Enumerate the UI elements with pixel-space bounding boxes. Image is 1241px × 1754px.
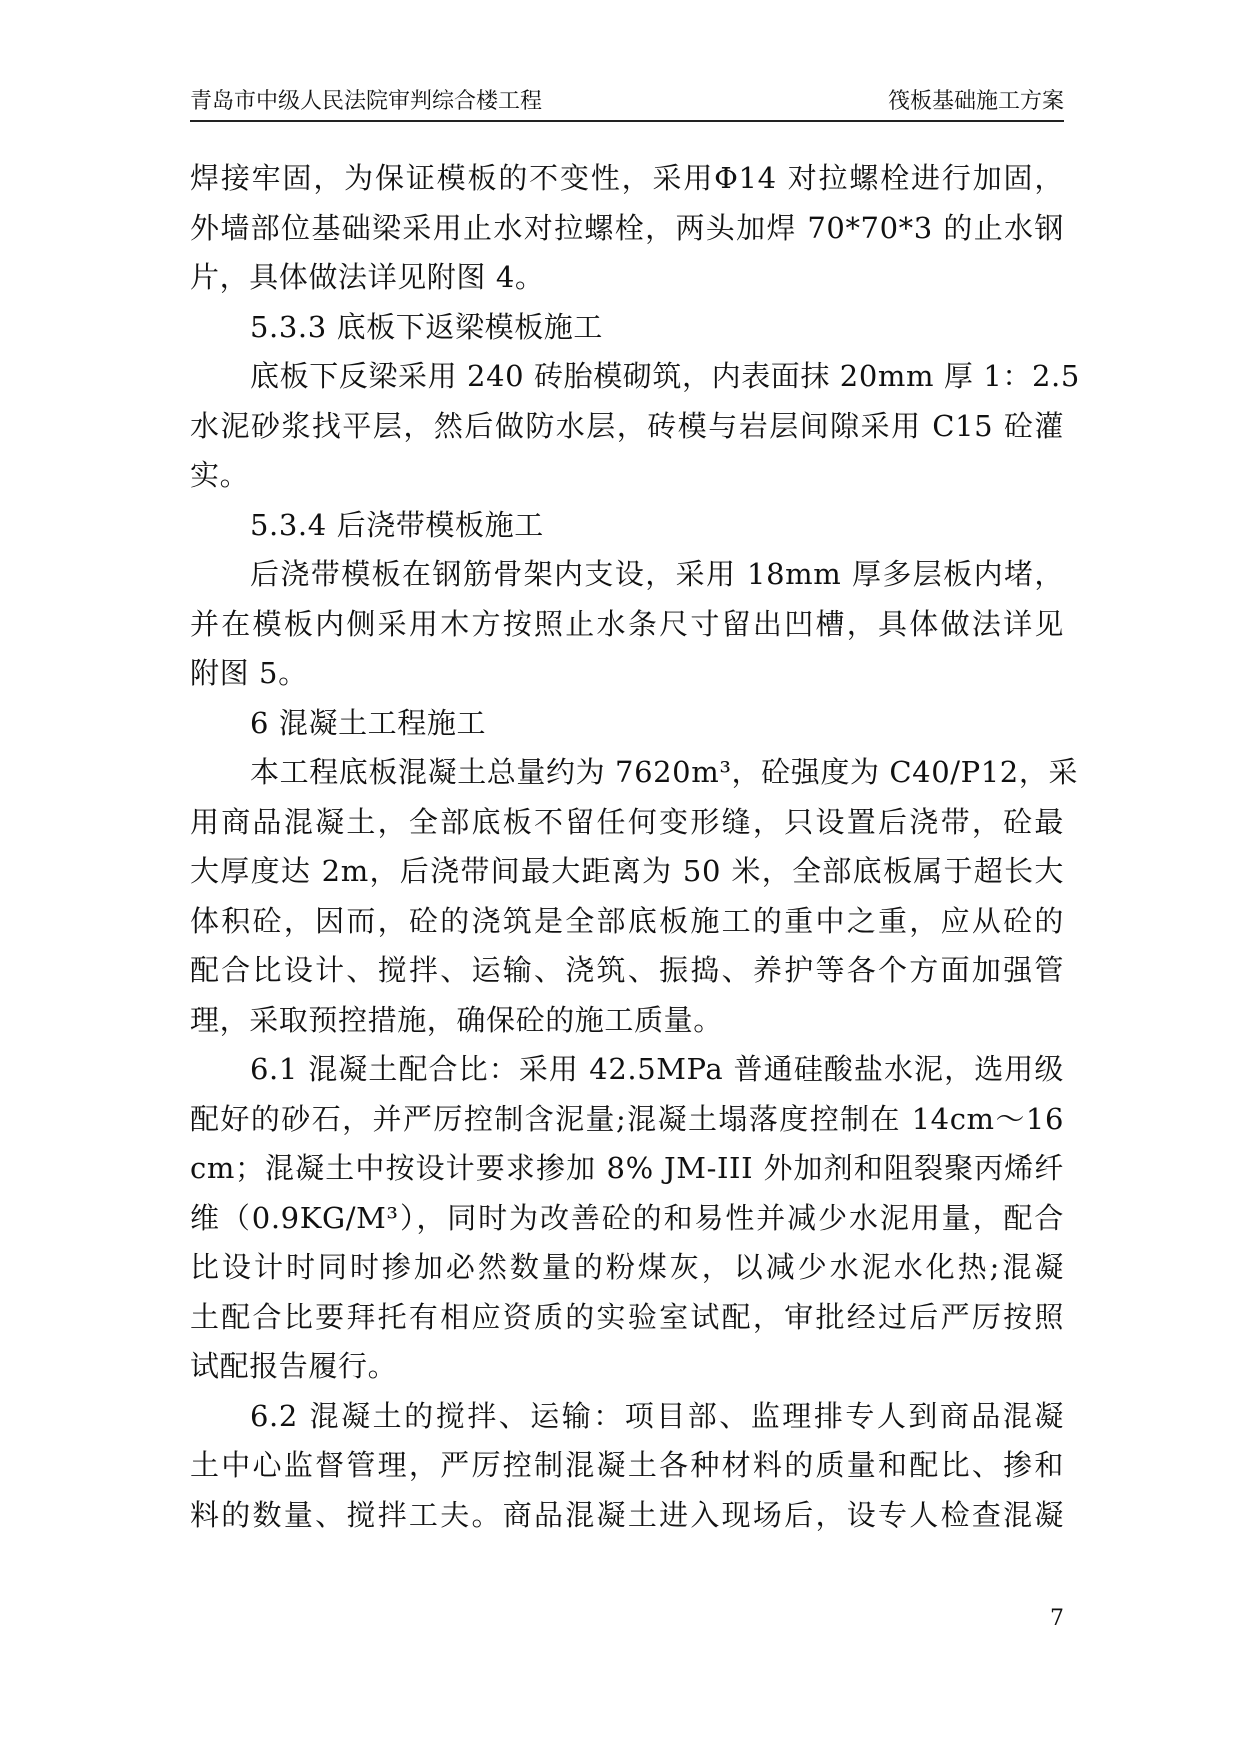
paragraph-line: 土配合比要拜托有相应资质的实验室试配，审批经过后严厉按照 bbox=[190, 1299, 1064, 1334]
paragraph-line: 维（0.9KG/M³），同时为改善砼的和易性并减少水泥用量，配合 bbox=[190, 1200, 1064, 1235]
section-heading: 5.3.4 后浇带模板施工 bbox=[250, 507, 544, 542]
paragraph-line: 片，具体做法详见附图 4。 bbox=[190, 260, 545, 294]
document-body bbox=[190, 154, 1080, 1540]
paragraph-line: 配合比设计、搅拌、运输、浇筑、振捣、养护等各个方面加强管 bbox=[190, 953, 1064, 987]
paragraph-line: 后浇带模板在钢筋骨架内支设，采用 18mm 厚多层板内堵， bbox=[250, 557, 1064, 591]
paragraph-line: 试配报告履行。 bbox=[190, 1349, 398, 1383]
paragraph-line: 配好的砂石，并严厉控制含泥量;混凝土塌落度控制在 14cm～16 bbox=[190, 1101, 1064, 1136]
header-project-title: 青岛市中级人民法院审判综合楼工程 bbox=[190, 89, 543, 114]
header-document-title: 筏板基础施工方案 bbox=[887, 89, 1064, 114]
paragraph-line: 土中心监督管理，严厉控制混凝土各种材料的质量和配比、掺和 bbox=[190, 1448, 1064, 1482]
paragraph-line: 用商品混凝土，全部底板不留任何变形缝，只设置后浇带，砼最 bbox=[190, 804, 1064, 839]
section-heading: 5.3.3 底板下返梁模板施工 bbox=[250, 309, 604, 344]
paragraph-line: 6.1 混凝土配合比：采用 42.5MPa 普通硅酸盐水泥，选用级 bbox=[250, 1052, 1064, 1086]
paragraph-line: 体积砼，因而，砼的浇筑是全部底板施工的重中之重，应从砼的 bbox=[190, 903, 1064, 938]
paragraph-line: 并在模板内侧采用木方按照止水条尺寸留出凹槽，具体做法详见 bbox=[190, 606, 1064, 641]
paragraph-line: 外墙部位基础梁采用止水对拉螺栓，两头加焊 70*70*3 的止水钢 bbox=[190, 210, 1064, 245]
paragraph-line: 大厚度达 2m，后浇带间最大距离为 50 米，全部底板属于超长大 bbox=[190, 854, 1064, 888]
paragraph-line: 料的数量、搅拌工夫。商品混凝土进入现场后，设专人检查混凝 bbox=[190, 1497, 1064, 1532]
paragraph-line: 比设计时同时掺加必然数量的粉煤灰，以减少水泥水化热;混凝 bbox=[190, 1250, 1064, 1284]
paragraph-line: 焊接牢固，为保证模板的不变性，采用Φ14 对拉螺栓进行加固， bbox=[190, 161, 1064, 195]
paragraph-line: 本工程底板混凝土总量约为 7620m³，砼强度为 C40/P12，采 bbox=[250, 755, 1079, 789]
page-header bbox=[190, 84, 1064, 122]
paragraph-line: 6.2 混凝土的搅拌、运输：项目部、监理排专人到商品混凝 bbox=[250, 1398, 1064, 1433]
paragraph-line: 理，采取预控措施，确保砼的施工质量。 bbox=[190, 1002, 723, 1037]
paragraph-line: 水泥砂浆找平层，然后做防水层，砖模与岩层间隙采用 C15 砼灌 bbox=[190, 408, 1064, 443]
paragraph-line: 底板下反梁采用 240 砖胎模砌筑，内表面抹 20mm 厚 1：2.5 bbox=[250, 359, 1080, 393]
section-heading: 6 混凝土工程施工 bbox=[250, 705, 487, 740]
page-number: 7 bbox=[1050, 1606, 1064, 1631]
paragraph-line: cm；混凝土中按设计要求掺加 8% JM-III 外加剂和阻裂聚丙烯纤 bbox=[190, 1151, 1064, 1185]
paragraph-line: 附图 5。 bbox=[190, 656, 308, 690]
paragraph-line: 实。 bbox=[190, 458, 250, 492]
